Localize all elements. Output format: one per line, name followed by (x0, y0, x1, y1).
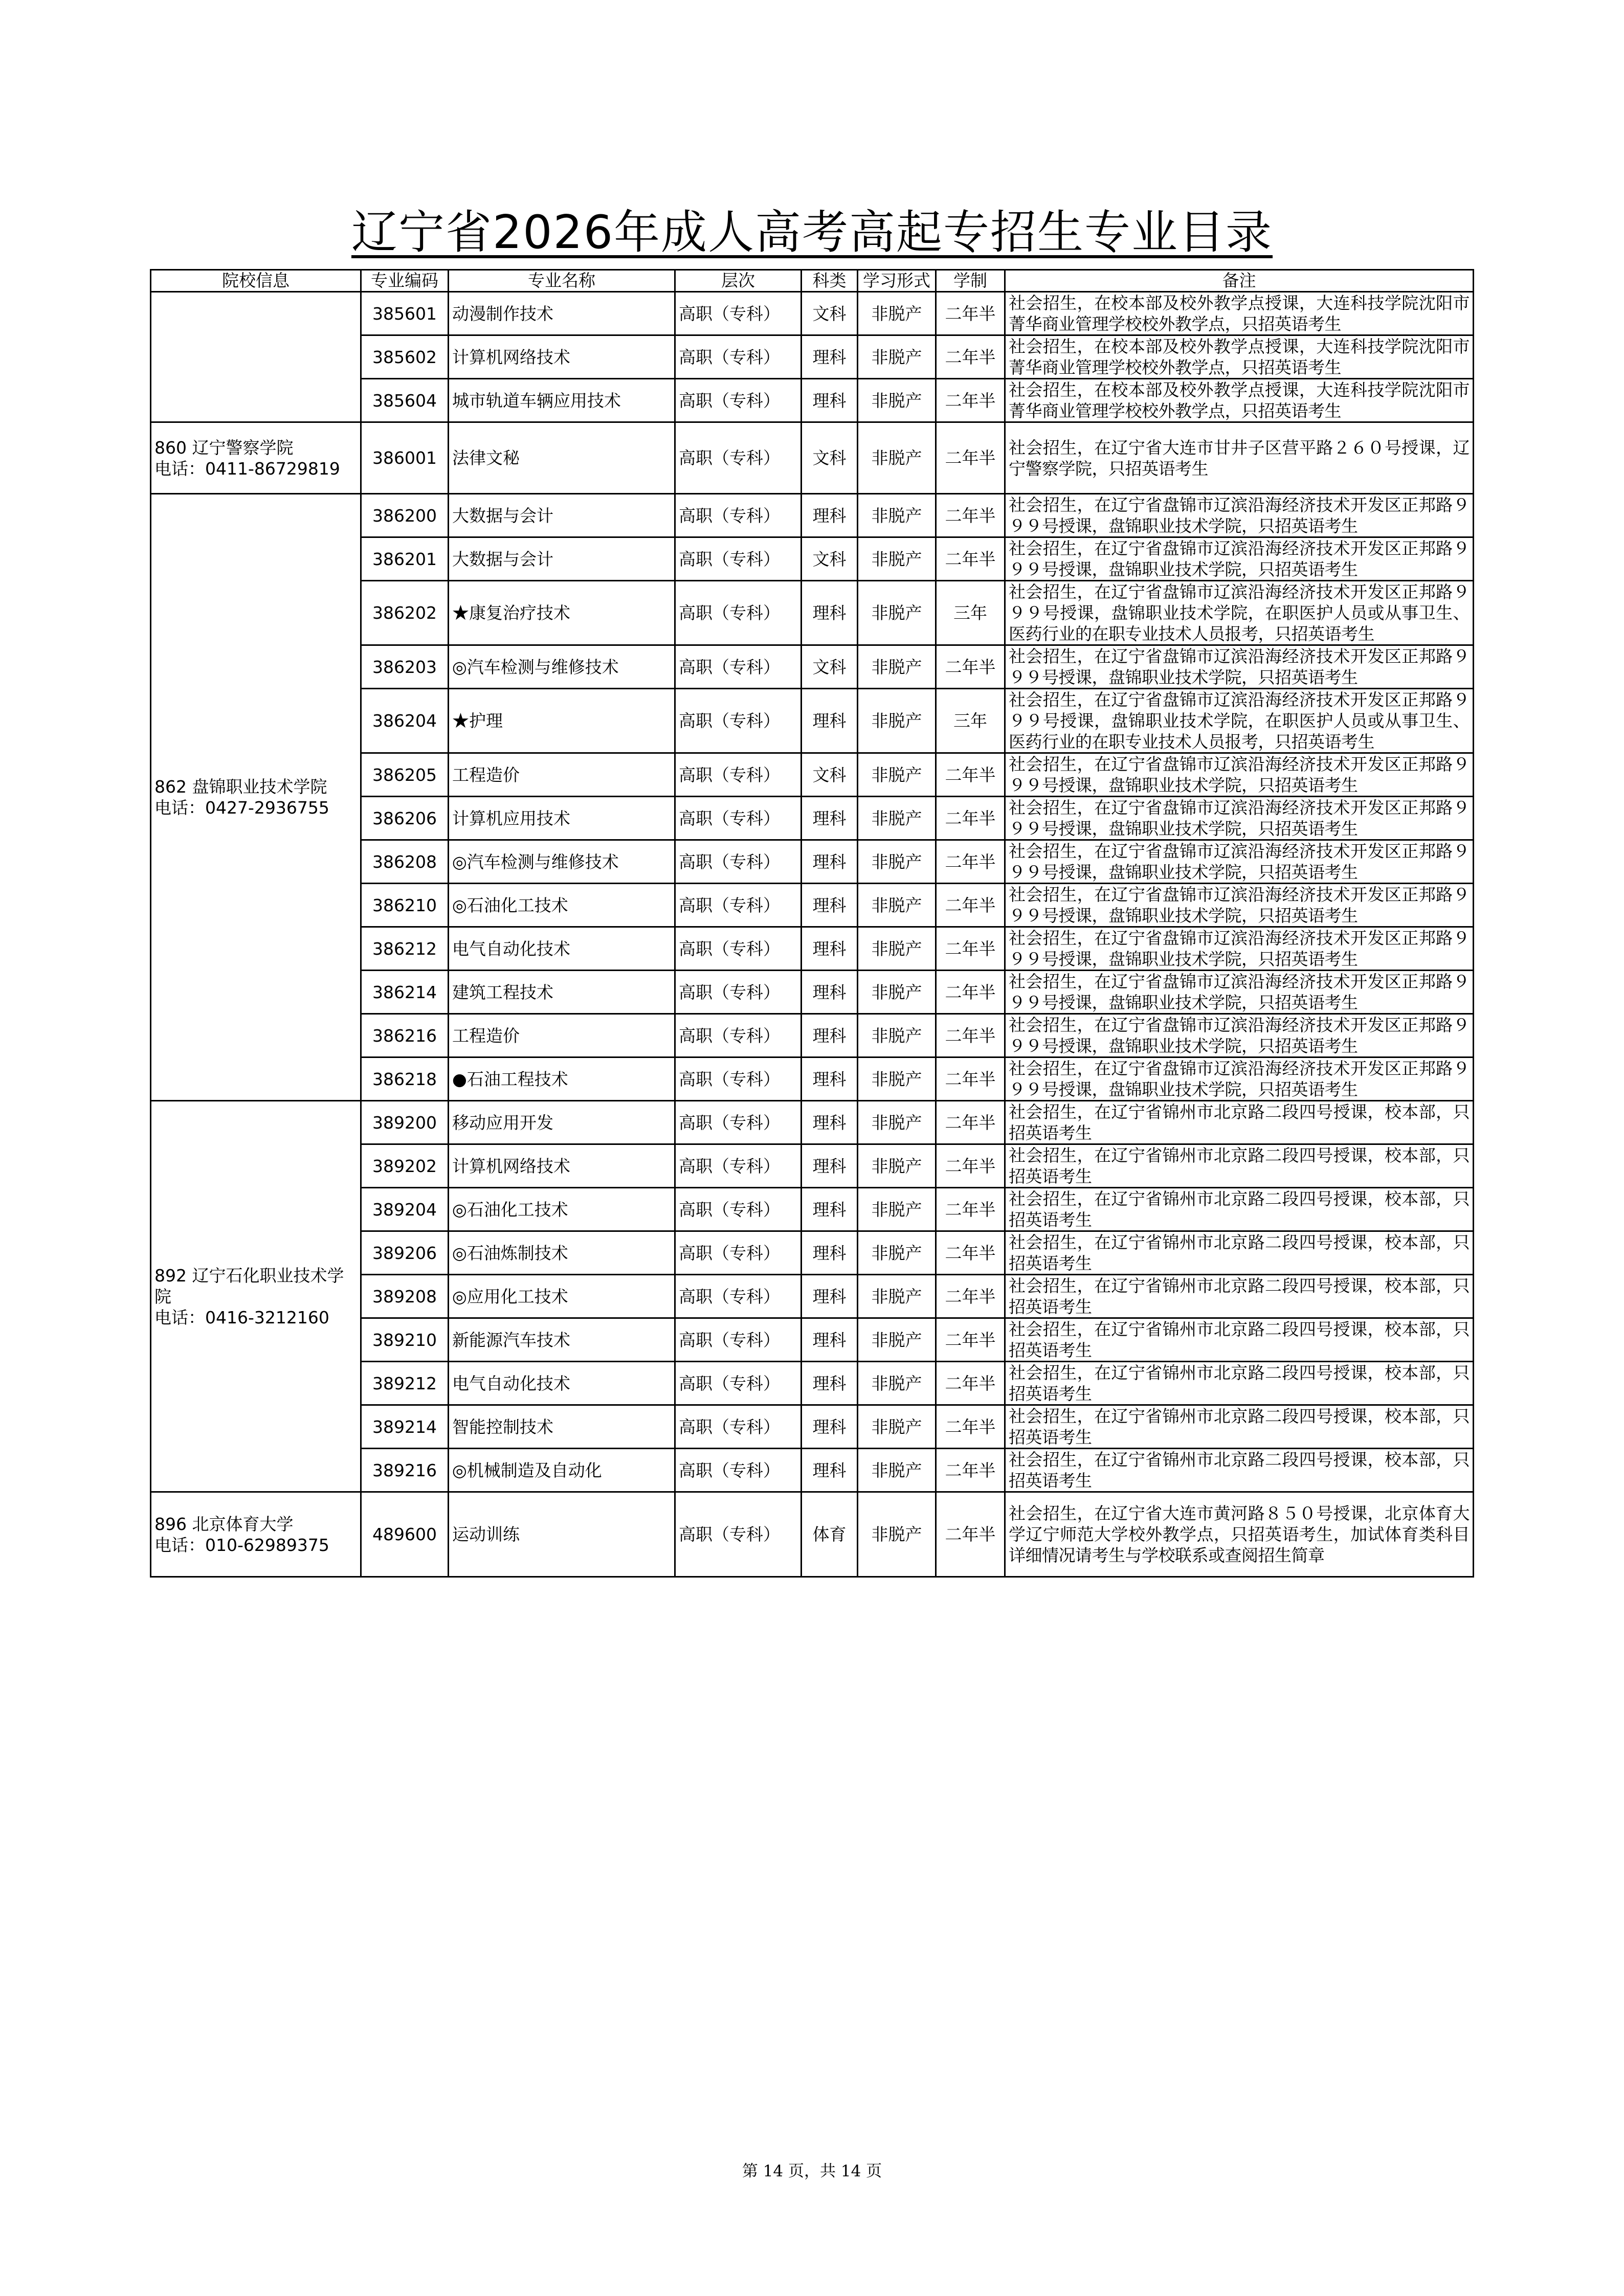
major-name-cell: 工程造价 (449, 753, 675, 797)
table-row (151, 422, 1474, 494)
duration-cell: 二年半 (936, 335, 1005, 379)
major-code-cell: 389206 (361, 1231, 449, 1275)
major-code-cell: 389200 (361, 1101, 449, 1144)
duration-cell: 二年半 (936, 537, 1005, 581)
major-code-cell: 386001 (361, 422, 449, 494)
major-name-cell: 计算机应用技术 (449, 797, 675, 840)
major-code-cell: 389210 (361, 1318, 449, 1362)
note-cell: 社会招生，在辽宁省盘锦市辽滨沿海经济技术开发区正邦路９９９号授课，盘锦职业技术学院，只招英语考生 (1005, 753, 1474, 797)
note-cell: 社会招生，在辽宁省大连市黄河路８５０号授课，北京体育大学辽宁师范大学校外教学点，只招英语考生，加试体育类科目详细情况请考生与学校联系或查阅招生简章 (1005, 1492, 1474, 1577)
level-cell: 高职（专科） (675, 292, 802, 335)
note-cell: 社会招生，在辽宁省盘锦市辽滨沿海经济技术开发区正邦路９９９号授课，盘锦职业技术学院，只招英语考生 (1005, 1014, 1474, 1057)
level-cell: 高职（专科） (675, 494, 802, 537)
study-mode-cell: 非脱产 (858, 927, 936, 971)
study-mode-cell: 非脱产 (858, 797, 936, 840)
category-cell: 理科 (802, 1449, 858, 1492)
duration-cell: 二年半 (936, 1318, 1005, 1362)
major-code-cell: 386218 (361, 1057, 449, 1101)
col-header-category: 科类 (802, 270, 858, 292)
note-cell: 社会招生，在辽宁省盘锦市辽滨沿海经济技术开发区正邦路９９９号授课，盘锦职业技术学院，只招英语考生 (1005, 645, 1474, 689)
table-row (151, 292, 1474, 335)
level-cell: 高职（专科） (675, 971, 802, 1014)
note-cell: 社会招生，在辽宁省锦州市北京路二段四号授课，校本部，只招英语考生 (1005, 1101, 1474, 1144)
study-mode-cell: 非脱产 (858, 581, 936, 645)
note-cell: 社会招生，在辽宁省盘锦市辽滨沿海经济技术开发区正邦路９９９号授课，盘锦职业技术学院，只招英语考生 (1005, 537, 1474, 581)
duration-cell: 三年 (936, 581, 1005, 645)
major-catalog-table (150, 269, 1474, 1578)
major-code-cell: 389212 (361, 1362, 449, 1405)
duration-cell: 二年半 (936, 1492, 1005, 1577)
school-phone: 电话：0416-3212160 (154, 1307, 329, 1327)
category-cell: 理科 (802, 927, 858, 971)
category-cell: 理科 (802, 1362, 858, 1405)
note-cell: 社会招生，在辽宁省盘锦市辽滨沿海经济技术开发区正邦路９９９号授课，盘锦职业技术学院，只招英语考生 (1005, 1057, 1474, 1101)
duration-cell: 二年半 (936, 1449, 1005, 1492)
table-row (151, 1101, 1474, 1144)
major-name-cell: 电气自动化技术 (449, 927, 675, 971)
study-mode-cell: 非脱产 (858, 884, 936, 927)
note-cell: 社会招生，在辽宁省锦州市北京路二段四号授课，校本部，只招英语考生 (1005, 1405, 1474, 1449)
study-mode-cell: 非脱产 (858, 1362, 936, 1405)
level-cell: 高职（专科） (675, 1405, 802, 1449)
category-cell: 理科 (802, 581, 858, 645)
major-code-cell: 385601 (361, 292, 449, 335)
level-cell: 高职（专科） (675, 1492, 802, 1577)
school-name: 860 辽宁警察学院 (154, 437, 294, 458)
major-code-cell: 386212 (361, 927, 449, 971)
note-cell: 社会招生，在辽宁省盘锦市辽滨沿海经济技术开发区正邦路９９９号授课，盘锦职业技术学院，在职医护人员或从事卫生、医药行业的在职专业技术人员报考，只招英语考生 (1005, 581, 1474, 645)
study-mode-cell: 非脱产 (858, 1405, 936, 1449)
level-cell: 高职（专科） (675, 379, 802, 422)
school-name: 896 北京体育大学 (154, 1514, 294, 1534)
category-cell: 理科 (802, 1057, 858, 1101)
level-cell: 高职（专科） (675, 1014, 802, 1057)
major-name-cell: ●石油工程技术 (449, 1057, 675, 1101)
study-mode-cell: 非脱产 (858, 1101, 936, 1144)
major-name-cell: 大数据与会计 (449, 494, 675, 537)
duration-cell: 二年半 (936, 1188, 1005, 1231)
duration-cell: 二年半 (936, 422, 1005, 494)
major-name-cell: 移动应用开发 (449, 1101, 675, 1144)
school-phone: 电话：0411-86729819 (154, 458, 340, 479)
study-mode-cell: 非脱产 (858, 494, 936, 537)
category-cell: 文科 (802, 753, 858, 797)
duration-cell: 三年 (936, 689, 1005, 753)
school-info-cell (151, 292, 361, 422)
major-name-cell: ◎机械制造及自动化 (449, 1449, 675, 1492)
duration-cell: 二年半 (936, 1014, 1005, 1057)
major-code-cell: 386206 (361, 797, 449, 840)
major-name-cell: 新能源汽车技术 (449, 1318, 675, 1362)
duration-cell: 二年半 (936, 753, 1005, 797)
level-cell: 高职（专科） (675, 1362, 802, 1405)
major-code-cell: 386214 (361, 971, 449, 1014)
major-name-cell: ◎石油炼制技术 (449, 1231, 675, 1275)
major-code-cell: 389202 (361, 1144, 449, 1188)
note-cell: 社会招生，在辽宁省盘锦市辽滨沿海经济技术开发区正邦路９９９号授课，盘锦职业技术学院，只招英语考生 (1005, 927, 1474, 971)
major-code-cell: 386210 (361, 884, 449, 927)
duration-cell: 二年半 (936, 1275, 1005, 1318)
category-cell: 理科 (802, 884, 858, 927)
major-name-cell: 法律文秘 (449, 422, 675, 494)
note-cell: 社会招生，在辽宁省锦州市北京路二段四号授课，校本部，只招英语考生 (1005, 1449, 1474, 1492)
major-name-cell: ◎石油化工技术 (449, 884, 675, 927)
study-mode-cell: 非脱产 (858, 1057, 936, 1101)
col-header-school: 院校信息 (151, 270, 361, 292)
col-header-major: 专业名称 (449, 270, 675, 292)
category-cell: 理科 (802, 1318, 858, 1362)
study-mode-cell: 非脱产 (858, 971, 936, 1014)
major-name-cell: 电气自动化技术 (449, 1362, 675, 1405)
school-name: 892 辽宁石化职业技术学院 (154, 1265, 344, 1307)
category-cell: 文科 (802, 645, 858, 689)
study-mode-cell: 非脱产 (858, 1275, 936, 1318)
major-name-cell: ★护理 (449, 689, 675, 753)
note-cell: 社会招生，在辽宁省盘锦市辽滨沿海经济技术开发区正邦路９９９号授课，盘锦职业技术学院，只招英语考生 (1005, 884, 1474, 927)
major-code-cell: 386208 (361, 840, 449, 884)
major-name-cell: 智能控制技术 (449, 1405, 675, 1449)
study-mode-cell: 非脱产 (858, 292, 936, 335)
major-name-cell: ◎石油化工技术 (449, 1188, 675, 1231)
level-cell: 高职（专科） (675, 1188, 802, 1231)
level-cell: 高职（专科） (675, 537, 802, 581)
study-mode-cell: 非脱产 (858, 1449, 936, 1492)
level-cell: 高职（专科） (675, 422, 802, 494)
col-header-duration: 学制 (936, 270, 1005, 292)
major-code-cell: 386202 (361, 581, 449, 645)
level-cell: 高职（专科） (675, 1318, 802, 1362)
major-code-cell: 386216 (361, 1014, 449, 1057)
note-cell: 社会招生，在辽宁省锦州市北京路二段四号授课，校本部，只招英语考生 (1005, 1144, 1474, 1188)
category-cell: 理科 (802, 689, 858, 753)
level-cell: 高职（专科） (675, 884, 802, 927)
major-name-cell: 大数据与会计 (449, 537, 675, 581)
duration-cell: 二年半 (936, 884, 1005, 927)
major-code-cell: 489600 (361, 1492, 449, 1577)
note-cell: 社会招生，在辽宁省盘锦市辽滨沿海经济技术开发区正邦路９９９号授课，盘锦职业技术学院，只招英语考生 (1005, 840, 1474, 884)
study-mode-cell: 非脱产 (858, 335, 936, 379)
level-cell: 高职（专科） (675, 645, 802, 689)
duration-cell: 二年半 (936, 292, 1005, 335)
note-cell: 社会招生，在辽宁省锦州市北京路二段四号授课，校本部，只招英语考生 (1005, 1275, 1474, 1318)
major-name-cell: ◎应用化工技术 (449, 1275, 675, 1318)
study-mode-cell: 非脱产 (858, 1492, 936, 1577)
category-cell: 理科 (802, 379, 858, 422)
duration-cell: 二年半 (936, 1057, 1005, 1101)
major-code-cell: 386200 (361, 494, 449, 537)
major-name-cell: 城市轨道车辆应用技术 (449, 379, 675, 422)
major-name-cell: ◎汽车检测与维修技术 (449, 840, 675, 884)
table-row (151, 1492, 1474, 1577)
study-mode-cell: 非脱产 (858, 1014, 936, 1057)
study-mode-cell: 非脱产 (858, 1144, 936, 1188)
category-cell: 理科 (802, 840, 858, 884)
level-cell: 高职（专科） (675, 753, 802, 797)
note-cell: 社会招生，在辽宁省盘锦市辽滨沿海经济技术开发区正邦路９９９号授课，盘锦职业技术学院，只招英语考生 (1005, 494, 1474, 537)
study-mode-cell: 非脱产 (858, 840, 936, 884)
study-mode-cell: 非脱产 (858, 537, 936, 581)
category-cell: 理科 (802, 1275, 858, 1318)
study-mode-cell: 非脱产 (858, 1188, 936, 1231)
category-cell: 理科 (802, 971, 858, 1014)
major-code-cell: 389216 (361, 1449, 449, 1492)
study-mode-cell: 非脱产 (858, 1231, 936, 1275)
category-cell: 理科 (802, 797, 858, 840)
major-name-cell: 运动训练 (449, 1492, 675, 1577)
major-code-cell: 385602 (361, 335, 449, 379)
level-cell: 高职（专科） (675, 1275, 802, 1318)
page-title: 辽宁省2026年成人高考高起专招生专业目录 (351, 206, 1273, 259)
category-cell: 文科 (802, 292, 858, 335)
major-name-cell: 动漫制作技术 (449, 292, 675, 335)
note-cell: 社会招生，在辽宁省盘锦市辽滨沿海经济技术开发区正邦路９９９号授课，盘锦职业技术学院，在职医护人员或从事卫生、医药行业的在职专业技术人员报考，只招英语考生 (1005, 689, 1474, 753)
col-header-note: 备注 (1005, 270, 1474, 292)
major-name-cell: ◎汽车检测与维修技术 (449, 645, 675, 689)
table-header-row (151, 270, 1474, 292)
study-mode-cell: 非脱产 (858, 689, 936, 753)
major-code-cell: 386205 (361, 753, 449, 797)
school-info-cell (151, 1492, 361, 1577)
duration-cell: 二年半 (936, 494, 1005, 537)
level-cell: 高职（专科） (675, 797, 802, 840)
col-header-code: 专业编码 (361, 270, 449, 292)
study-mode-cell: 非脱产 (858, 753, 936, 797)
school-phone: 电话：0427-2936755 (154, 798, 329, 818)
col-header-level: 层次 (675, 270, 802, 292)
study-mode-cell: 非脱产 (858, 422, 936, 494)
duration-cell: 二年半 (936, 1405, 1005, 1449)
note-cell: 社会招生，在辽宁省锦州市北京路二段四号授课，校本部，只招英语考生 (1005, 1231, 1474, 1275)
level-cell: 高职（专科） (675, 581, 802, 645)
duration-cell: 二年半 (936, 1144, 1005, 1188)
school-info-cell (151, 494, 361, 1101)
school-phone: 电话：010-62989375 (154, 1535, 329, 1555)
category-cell: 理科 (802, 1188, 858, 1231)
category-cell: 文科 (802, 422, 858, 494)
level-cell: 高职（专科） (675, 1449, 802, 1492)
note-cell: 社会招生，在辽宁省锦州市北京路二段四号授课，校本部，只招英语考生 (1005, 1188, 1474, 1231)
duration-cell: 二年半 (936, 927, 1005, 971)
major-name-cell: 工程造价 (449, 1014, 675, 1057)
major-name-cell: 计算机网络技术 (449, 335, 675, 379)
duration-cell: 二年半 (936, 379, 1005, 422)
major-name-cell: 建筑工程技术 (449, 971, 675, 1014)
duration-cell: 二年半 (936, 1101, 1005, 1144)
note-cell: 社会招生，在辽宁省盘锦市辽滨沿海经济技术开发区正邦路９９９号授课，盘锦职业技术学院，只招英语考生 (1005, 797, 1474, 840)
major-code-cell: 389208 (361, 1275, 449, 1318)
study-mode-cell: 非脱产 (858, 645, 936, 689)
major-name-cell: ★康复治疗技术 (449, 581, 675, 645)
note-cell: 社会招生，在辽宁省盘锦市辽滨沿海经济技术开发区正邦路９９９号授课，盘锦职业技术学院，只招英语考生 (1005, 971, 1474, 1014)
note-cell: 社会招生，在辽宁省锦州市北京路二段四号授课，校本部，只招英语考生 (1005, 1318, 1474, 1362)
major-code-cell: 386201 (361, 537, 449, 581)
school-name: 862 盘锦职业技术学院 (154, 777, 327, 797)
page-footer: 第 14 页，共 14 页 (742, 2162, 882, 2180)
category-cell: 理科 (802, 1101, 858, 1144)
level-cell: 高职（专科） (675, 689, 802, 753)
category-cell: 理科 (802, 1144, 858, 1188)
study-mode-cell: 非脱产 (858, 379, 936, 422)
note-cell: 社会招生，在辽宁省锦州市北京路二段四号授课，校本部，只招英语考生 (1005, 1362, 1474, 1405)
category-cell: 文科 (802, 537, 858, 581)
duration-cell: 二年半 (936, 1231, 1005, 1275)
note-cell: 社会招生，在校本部及校外教学点授课，大连科技学院沈阳市菁华商业管理学校校外教学点，只招英语考生 (1005, 335, 1474, 379)
major-code-cell: 385604 (361, 379, 449, 422)
note-cell: 社会招生，在辽宁省大连市甘井子区营平路２６０号授课，辽宁警察学院，只招英语考生 (1005, 422, 1474, 494)
level-cell: 高职（专科） (675, 1101, 802, 1144)
duration-cell: 二年半 (936, 645, 1005, 689)
major-name-cell: 计算机网络技术 (449, 1144, 675, 1188)
category-cell: 理科 (802, 1405, 858, 1449)
duration-cell: 二年半 (936, 797, 1005, 840)
note-cell: 社会招生，在校本部及校外教学点授课，大连科技学院沈阳市菁华商业管理学校校外教学点，只招英语考生 (1005, 379, 1474, 422)
duration-cell: 二年半 (936, 1362, 1005, 1405)
note-cell: 社会招生，在校本部及校外教学点授课，大连科技学院沈阳市菁华商业管理学校校外教学点，只招英语考生 (1005, 292, 1474, 335)
category-cell: 理科 (802, 494, 858, 537)
table-row (151, 494, 1474, 537)
study-mode-cell: 非脱产 (858, 1318, 936, 1362)
level-cell: 高职（专科） (675, 927, 802, 971)
major-code-cell: 386203 (361, 645, 449, 689)
category-cell: 体育 (802, 1492, 858, 1577)
category-cell: 理科 (802, 1014, 858, 1057)
level-cell: 高职（专科） (675, 1231, 802, 1275)
col-header-mode: 学习形式 (858, 270, 936, 292)
duration-cell: 二年半 (936, 971, 1005, 1014)
duration-cell: 二年半 (936, 840, 1005, 884)
major-code-cell: 389204 (361, 1188, 449, 1231)
category-cell: 理科 (802, 1231, 858, 1275)
major-code-cell: 386204 (361, 689, 449, 753)
category-cell: 理科 (802, 335, 858, 379)
major-code-cell: 389214 (361, 1405, 449, 1449)
level-cell: 高职（专科） (675, 335, 802, 379)
level-cell: 高职（专科） (675, 1144, 802, 1188)
school-info-cell (151, 1101, 361, 1492)
level-cell: 高职（专科） (675, 1057, 802, 1101)
level-cell: 高职（专科） (675, 840, 802, 884)
school-info-cell (151, 422, 361, 494)
